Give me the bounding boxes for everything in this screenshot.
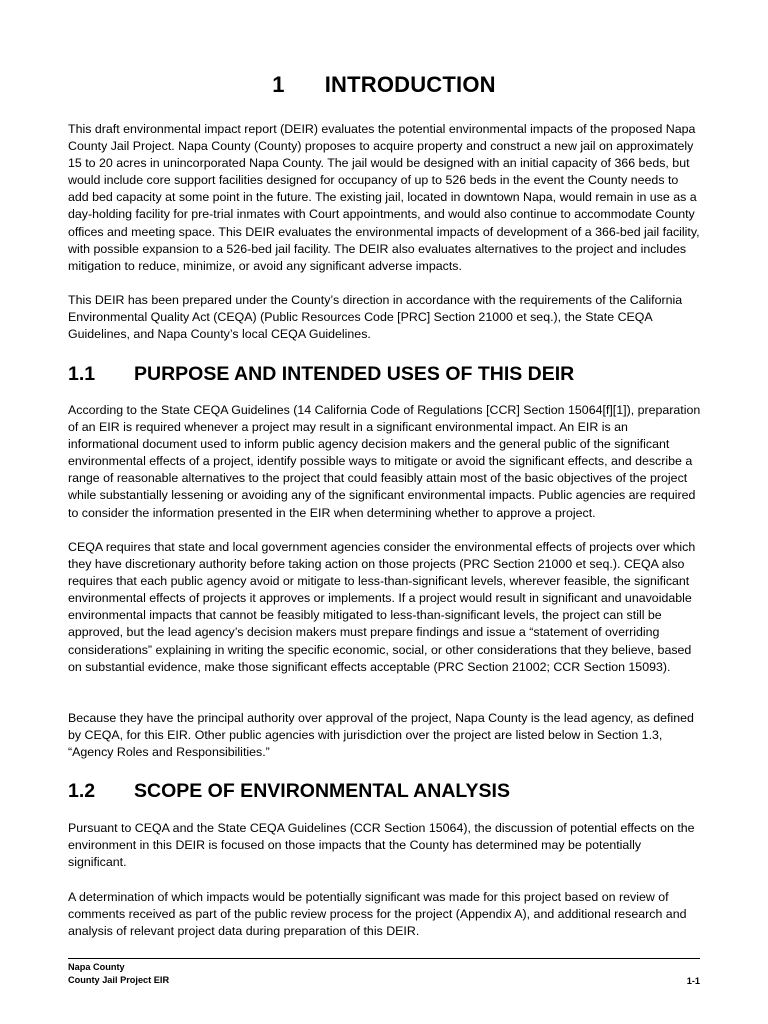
section-1-1-paragraph-3: Because they have the principal authority over approval of the project, Napa County is the lead agency, as defined by CEQA, for this EIR. Other public agencies with jurisdiction over the project are listed below in Section 1.3, “Agency Roles and Responsibilities.” <box>68 711 694 760</box>
section-1-2-paragraph-1: Pursuant to CEQA and the State CEQA Guidelines (CCR Section 15064), the discussion of potential effects on the environment in this DEIR is focused on those impacts that the County has determined may be potentially significant. <box>68 821 695 870</box>
section-heading-1-1 <box>68 362 574 386</box>
chapter-title <box>68 72 700 98</box>
intro-paragraph-2: This DEIR has been prepared under the County’s direction in accordance with the requirements of the California Environmental Quality Act (CEQA) (Public Resources Code [PRC] Section 21000 et seq.), the State CEQA Guidelines, and Napa County’s local CEQA Guidelines. <box>68 293 683 342</box>
section-1-1-paragraph-2: CEQA requires that state and local government agencies consider the environmental effects of projects over which they have discretionary authority before taking action on those projects (PRC Section 21000 et seq.). CEQA also requires that each public agency avoid or mitigate to less-than-significant levels, wherever feasible, the significant environmental effects of projects it approves or implements. If a project would result in significant and unavoidable environmental impacts that cannot be feasibly mitigated to less-than-significant levels, the project can still be approved, but the lead agency’s decision makers must prepare findings and issue a “statement of overriding considerations” explaining in writing the specific economic, social, or other considerations that they believe, based on substantial evidence, make those significant effects acceptable (PRC Section 21002; CCR Section 15093). <box>68 540 696 674</box>
section-number: 1.1 <box>68 363 96 385</box>
section-1-2-paragraph-2: A determination of which impacts would be potentially significant was made for this project based on review of comments received as part of the public review process for the project (Appendix A), and additional research and analysis of relevant project data during preparation of this DEIR. <box>68 890 687 939</box>
section-heading-1-2 <box>68 779 510 803</box>
page-number: 1-1 <box>686 976 700 986</box>
intro-paragraph-1: This draft environmental impact report (DEIR) evaluates the potential environmental impacts of the proposed Napa County Jail Project. Napa County (County) proposes to acquire property and construct a new jail on approximately 15 to 20 acres in unincorporated Napa County. The jail would be designed with an initial capacity of 366 beds, but would include core support facilities designed for occupancy of up to 526 beds in the event the County needs to add bed capacity at some point in the future. The existing jail, located in downtown Napa, would remain in use as a day-holding facility for pre-trial inmates with Court appointments, and would also continue to accommodate County offices and meeting space. This DEIR evaluates the environmental impacts of development of a 366-bed jail facility, with possible expansion to a 526-bed jail facility. The DEIR also evaluates alternatives to the project and includes mitigation to reduce, minimize, or avoid any significant adverse impacts. <box>68 122 700 273</box>
footer-org: Napa County <box>68 962 125 972</box>
chapter-title-text: INTRODUCTION <box>324 72 496 97</box>
section-title: SCOPE OF ENVIRONMENTAL ANALYSIS <box>134 780 510 802</box>
section-title: PURPOSE AND INTENDED USES OF THIS DEIR <box>134 363 575 385</box>
footer-divider <box>68 958 700 959</box>
section-number: 1.2 <box>68 780 96 802</box>
footer-document-title: County Jail Project EIR <box>68 975 170 985</box>
chapter-number: 1 <box>272 72 285 97</box>
section-1-1-paragraph-1: According to the State CEQA Guidelines (14 California Code of Regulations [CCR] Section 15064[f][1]), preparation of an EIR is required whenever a project may result in a significant environmental impact. An EIR is an informational document used to inform public agency decision makers and the general public of the significant environmental effects of a project, identify possible ways to mitigate or avoid the significant effects, and describe a range of reasonable alternatives to the project that could feasibly attain most of the basic objectives of the project while substantially lessening or avoiding any of the significant environmental impacts. Public agencies are required to consider the information presented in the EIR when determining whether to approve a project. <box>68 403 701 520</box>
